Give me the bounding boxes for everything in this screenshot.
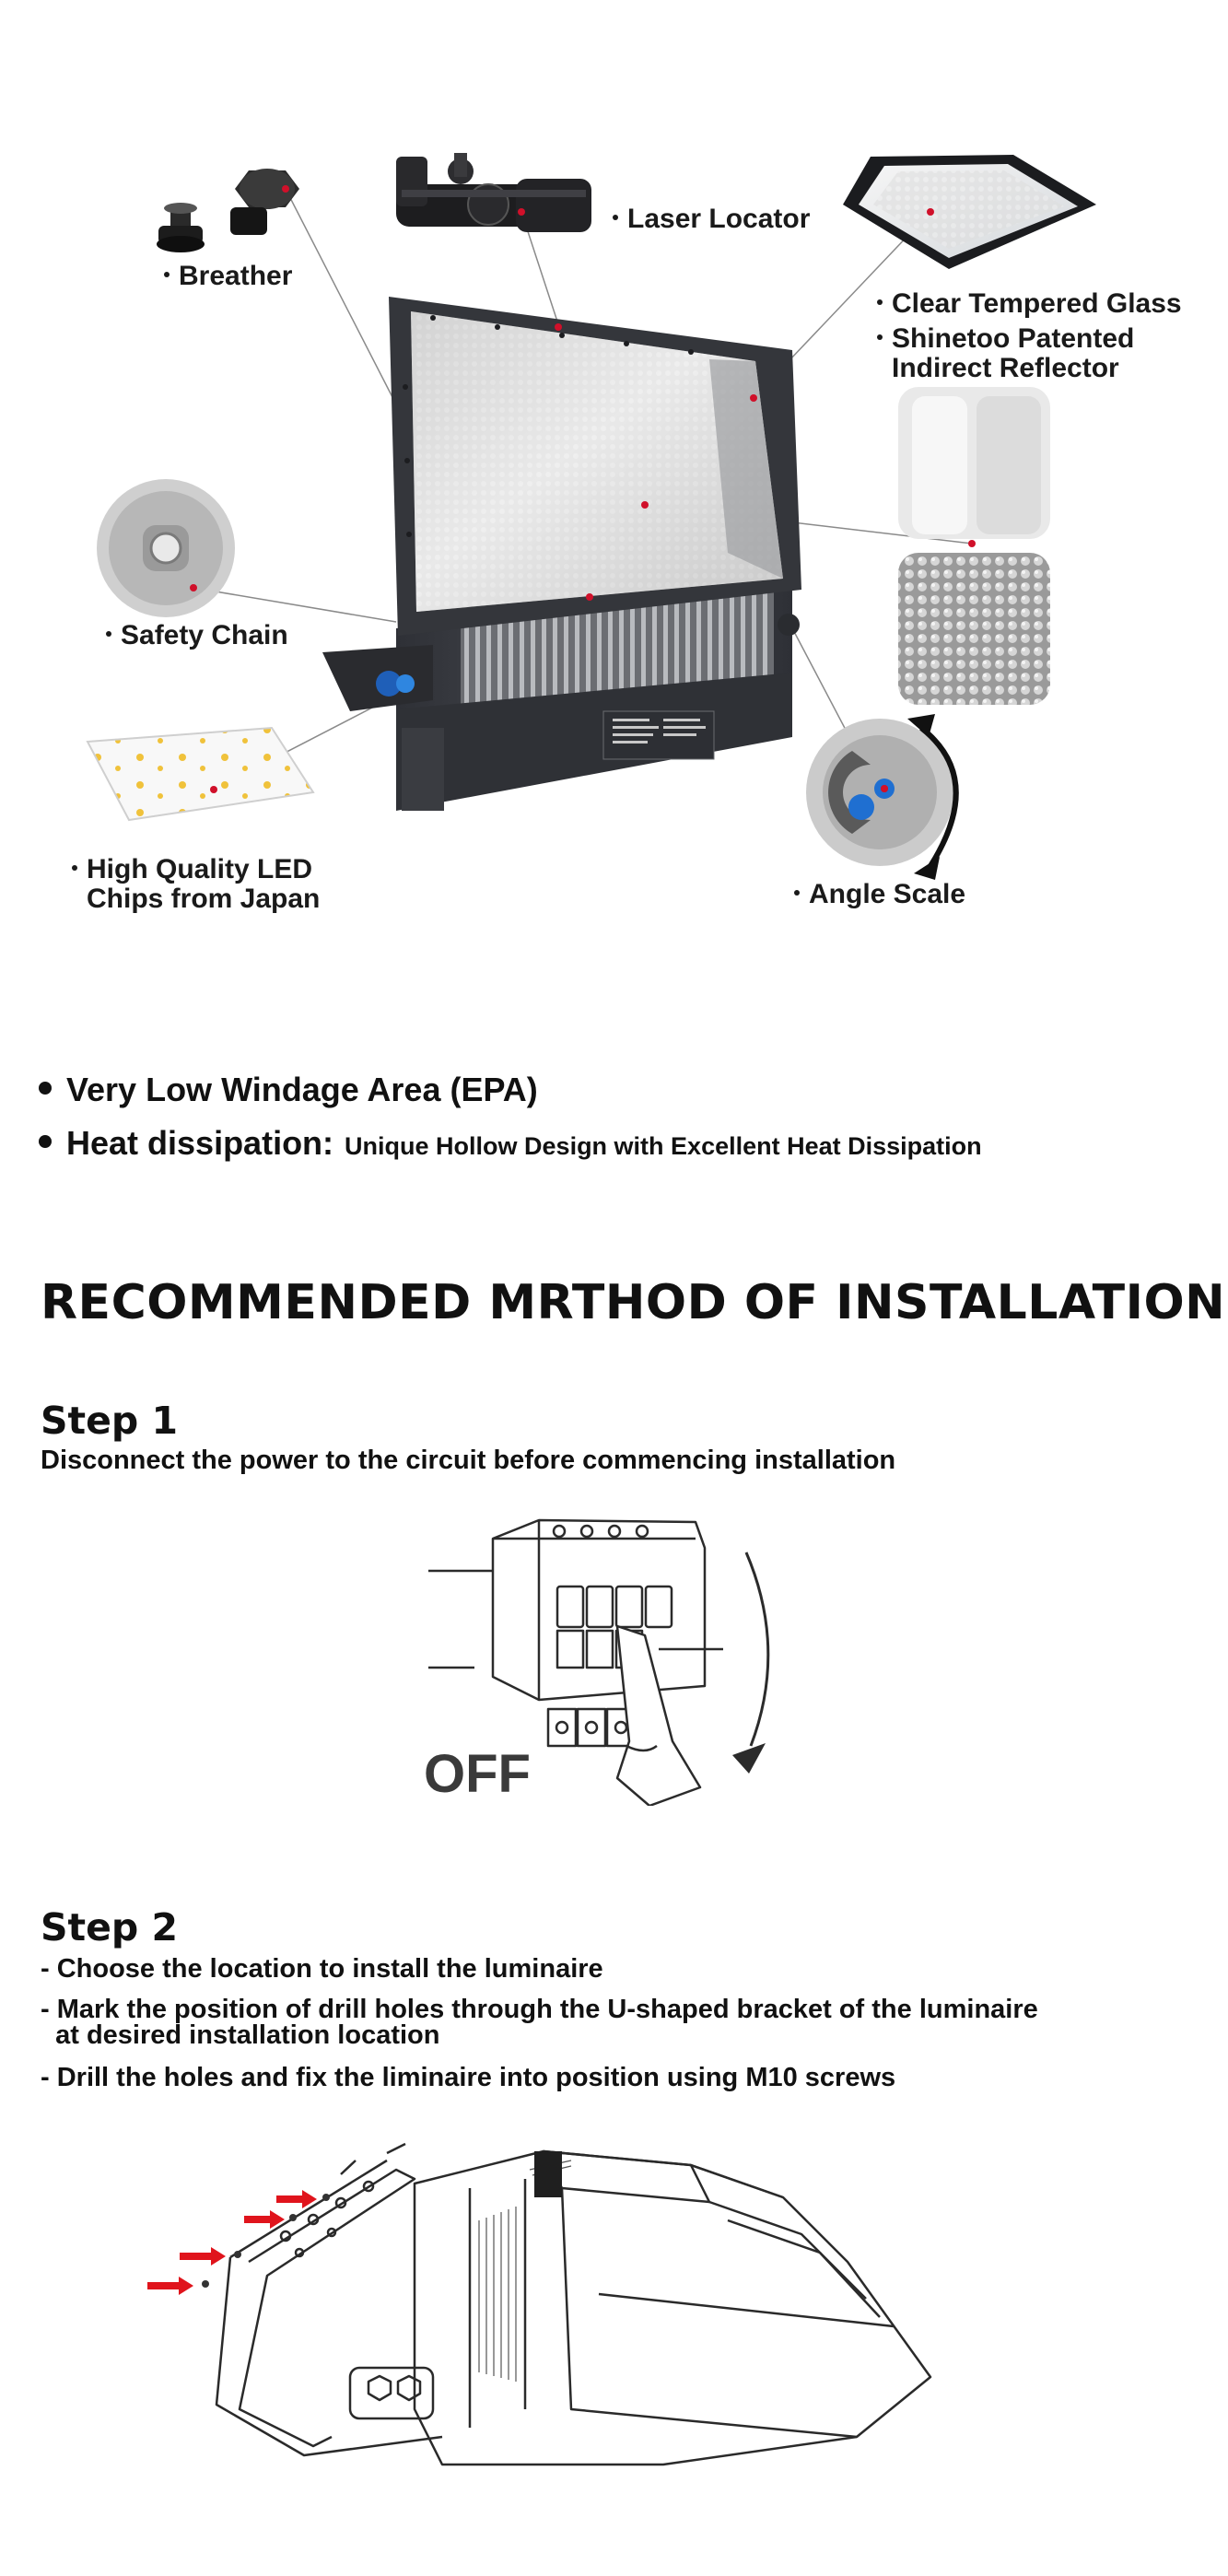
off-label: OFF xyxy=(424,1744,531,1804)
angle-scale-image xyxy=(806,714,956,880)
callout-breather: Breather xyxy=(164,262,292,291)
product-diagram xyxy=(0,0,1228,931)
mounting-illustration xyxy=(138,2133,949,2483)
step2-title: Step 2 xyxy=(41,1905,179,1950)
tempered-glass-image xyxy=(843,155,1096,269)
installation-heading: RECOMMENDED MRTHOD OF INSTALLATION xyxy=(41,1275,1226,1330)
callout-clear-glass: Clear Tempered Glass xyxy=(877,289,1182,319)
breaker-off-illustration xyxy=(419,1511,806,1806)
callout-laser-locator: Laser Locator xyxy=(613,205,810,234)
step1-title: Step 1 xyxy=(41,1399,179,1443)
feature-heat-dissipation: Heat dissipation: Unique Hollow Design with Excellent Heat Dissipation xyxy=(39,1124,982,1163)
step2-line-1: - Choose the location to install the luminaire xyxy=(41,1954,603,1984)
bullet-icon xyxy=(39,1082,52,1095)
step2-line-4: - Drill the holes and fix the liminaire into position using M10 screws xyxy=(41,2063,896,2092)
callout-angle-scale: Angle Scale xyxy=(794,880,965,909)
safety-chain-image xyxy=(97,479,235,617)
floodlight-body xyxy=(322,297,801,811)
floodlight-illustration xyxy=(0,0,1228,931)
led-board-image xyxy=(88,728,313,820)
laser-locator-image xyxy=(396,153,591,232)
red-arrows xyxy=(147,2190,317,2295)
bullet-icon xyxy=(39,1135,52,1148)
step1-text: Disconnect the power to the circuit before commencing installation xyxy=(41,1446,896,1475)
breather-image xyxy=(157,169,299,252)
callout-reflector: Shinetoo Patented Indirect Reflector xyxy=(877,324,1134,383)
step2-line-3: at desired installation location xyxy=(41,2020,440,2050)
step2-line-2: - Mark the position of drill holes through the U-shaped bracket of the luminaire xyxy=(41,1995,1038,2024)
feature-windage: Very Low Windage Area (EPA) xyxy=(39,1071,538,1109)
callout-safety-chain: Safety Chain xyxy=(106,621,288,650)
callout-led-chips: High Quality LED Chips from Japan xyxy=(72,855,320,914)
